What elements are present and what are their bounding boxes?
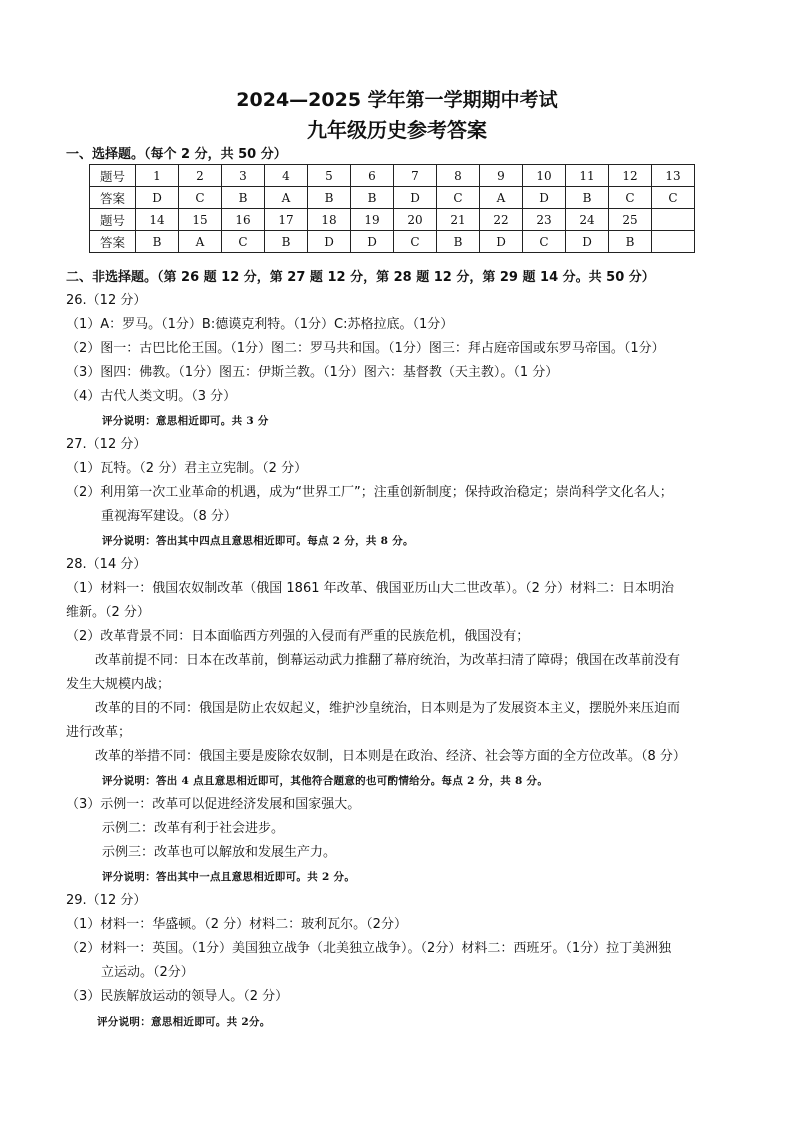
q26-answer-4: （4）古代人类文明。（3 分）: [66, 389, 237, 404]
table-cell: 17: [265, 209, 308, 231]
q27-scoring-note: 评分说明：答出其中四点且意思相近即可。每点 2 分，共 8 分。: [102, 535, 414, 547]
table-cell: 23: [523, 209, 566, 231]
table-cell: C: [394, 231, 437, 253]
question-number-label: 题号: [90, 165, 136, 187]
table-cell: 4: [265, 165, 308, 187]
table-cell: 2: [179, 165, 222, 187]
table-cell: 7: [394, 165, 437, 187]
q28-answer-2: （2）改革背景不同：日本面临西方列强的入侵而有严重的民族危机，俄国没有；: [66, 629, 530, 644]
q29-answer-3: （3）民族解放运动的领导人。（2 分）: [66, 989, 289, 1004]
q27-answer-1: （1）瓦特。（2 分）君主立宪制。（2 分）: [66, 461, 308, 476]
table-cell: [652, 231, 695, 253]
q28-answer-2d: 改革的举措不同：俄国主要是废除农奴制，日本则是在政治、经济、社会等方面的全方位改革。（8 分）: [95, 749, 686, 764]
table-cell: 6: [351, 165, 394, 187]
table-row: [90, 187, 695, 209]
question-number-label: 题号: [90, 209, 136, 231]
q28-answer-2b: 改革前提不同：日本在改革前，倒幕运动武力推翻了幕府统治，为改革扫清了障碍；俄国在改革前没有: [95, 653, 681, 668]
table-cell: 9: [480, 165, 523, 187]
table-cell: 22: [480, 209, 523, 231]
exam-title: 2024—2025 学年第一学期期中考试: [236, 89, 558, 111]
table-cell: 12: [609, 165, 652, 187]
exam-subtitle: 九年级历史参考答案: [307, 118, 487, 142]
table-cell: D: [480, 231, 523, 253]
table-cell: 21: [437, 209, 480, 231]
table-cell: 19: [351, 209, 394, 231]
table-cell: C: [179, 187, 222, 209]
q26-answer-2: （2）图一：古巴比伦王国。（1分）图二：罗马共和国。（1分）图三：拜占庭帝国或东罗马帝国。（1分）: [66, 341, 665, 356]
q26-heading: 26.（12 分）: [66, 293, 147, 308]
section1-heading: 一、选择题。（每个 2 分，共 50 分）: [66, 147, 287, 162]
q28-answer-1-cont: 维新。（2 分）: [66, 605, 150, 620]
table-cell: 5: [308, 165, 351, 187]
q28-scoring-note-2: 评分说明：答出其中一点且意思相近即可。共 2 分。: [102, 871, 356, 883]
table-row: [90, 209, 695, 231]
table-cell: B: [566, 187, 609, 209]
table-cell: 11: [566, 165, 609, 187]
answer-table: [89, 164, 695, 253]
table-cell: C: [523, 231, 566, 253]
table-cell: B: [136, 231, 179, 253]
q28-answer-1: （1）材料一：俄国农奴制改革（俄国 1861 年改革、俄国亚历山大二世改革）。（2 分）材料二：日本明治: [66, 581, 675, 596]
q28-answer-2c: 改革的目的不同：俄国是防止农奴起义，维护沙皇统治，日本则是为了发展资本主义，摆脱外来压迫而: [95, 701, 681, 716]
table-cell: B: [609, 231, 652, 253]
table-cell: D: [351, 231, 394, 253]
answer-label: 答案: [90, 231, 136, 253]
q29-answer-2-cont: 立运动。（2分）: [101, 965, 194, 980]
q29-heading: 29.（12 分）: [66, 893, 147, 908]
q28-answer-3c: 示例三：改革也可以解放和发展生产力。: [102, 845, 337, 860]
table-cell: C: [437, 187, 480, 209]
table-cell: B: [437, 231, 480, 253]
table-cell: 14: [136, 209, 179, 231]
q29-answer-1: （1）材料一：华盛顿。（2 分）材料二：玻利瓦尔。（2分）: [66, 917, 407, 932]
q28-answer-2c-cont: 进行改革；: [66, 725, 132, 740]
table-cell: B: [351, 187, 394, 209]
table-cell: D: [394, 187, 437, 209]
q28-answer-3b: 示例二：改革有利于社会进步。: [102, 821, 285, 836]
table-cell: C: [652, 187, 695, 209]
table-cell: 24: [566, 209, 609, 231]
q26-scoring-note: 评分说明：意思相近即可。共 3 分: [102, 415, 269, 427]
q27-heading: 27.（12 分）: [66, 437, 147, 452]
table-cell: 3: [222, 165, 265, 187]
section2-heading: 二、非选择题。（第 26 题 12 分，第 27 题 12 分，第 28 题 12 分，第 29 题 14 分。共 50 分）: [66, 270, 655, 285]
table-cell: 8: [437, 165, 480, 187]
table-cell: 16: [222, 209, 265, 231]
table-cell: A: [480, 187, 523, 209]
table-cell: D: [523, 187, 566, 209]
table-cell: A: [179, 231, 222, 253]
table-cell: D: [136, 187, 179, 209]
table-cell: C: [609, 187, 652, 209]
table-cell: 13: [652, 165, 695, 187]
answer-label: 答案: [90, 187, 136, 209]
table-row: [90, 165, 695, 187]
q28-answer-3: （3）示例一：改革可以促进经济发展和国家强大。: [66, 797, 361, 812]
table-cell: 25: [609, 209, 652, 231]
q29-scoring-note: 评分说明：意思相近即可。共 2分。: [97, 1016, 271, 1028]
table-cell: 18: [308, 209, 351, 231]
q27-answer-2-cont: 重视海军建设。（8 分）: [101, 509, 237, 524]
q26-answer-1: （1）A：罗马。（1分）B:德谟克利特。（1分）C:苏格拉底。（1分）: [66, 317, 454, 332]
table-cell: 10: [523, 165, 566, 187]
q28-heading: 28.（14 分）: [66, 557, 147, 572]
table-cell: 15: [179, 209, 222, 231]
table-row: [90, 231, 695, 253]
table-cell: 20: [394, 209, 437, 231]
table-cell: 1: [136, 165, 179, 187]
table-cell: [652, 209, 695, 231]
q28-scoring-note-1: 评分说明：答出 4 点且意思相近即可，其他符合题意的也可酌情给分。每点 2 分，共 8 分。: [102, 775, 549, 787]
table-cell: D: [566, 231, 609, 253]
table-cell: C: [222, 231, 265, 253]
table-cell: D: [308, 231, 351, 253]
table-cell: B: [265, 231, 308, 253]
q27-answer-2: （2）利用第一次工业革命的机遇，成为“世界工厂”；注重创新制度；保持政治稳定；崇尚科学文化名人；: [66, 485, 673, 500]
q26-answer-3: （3）图四：佛教。（1分）图五：伊斯兰教。（1分）图六：基督教（天主教）。（1 分）: [66, 365, 559, 380]
q29-answer-2: （2）材料一：英国。（1分）美国独立战争（北美独立战争）。（2分）材料二：西班牙。（1分）拉丁美洲独: [66, 941, 672, 956]
q28-answer-2b-cont: 发生大规模内战；: [66, 677, 171, 692]
table-cell: B: [308, 187, 351, 209]
table-cell: B: [222, 187, 265, 209]
table-cell: A: [265, 187, 308, 209]
